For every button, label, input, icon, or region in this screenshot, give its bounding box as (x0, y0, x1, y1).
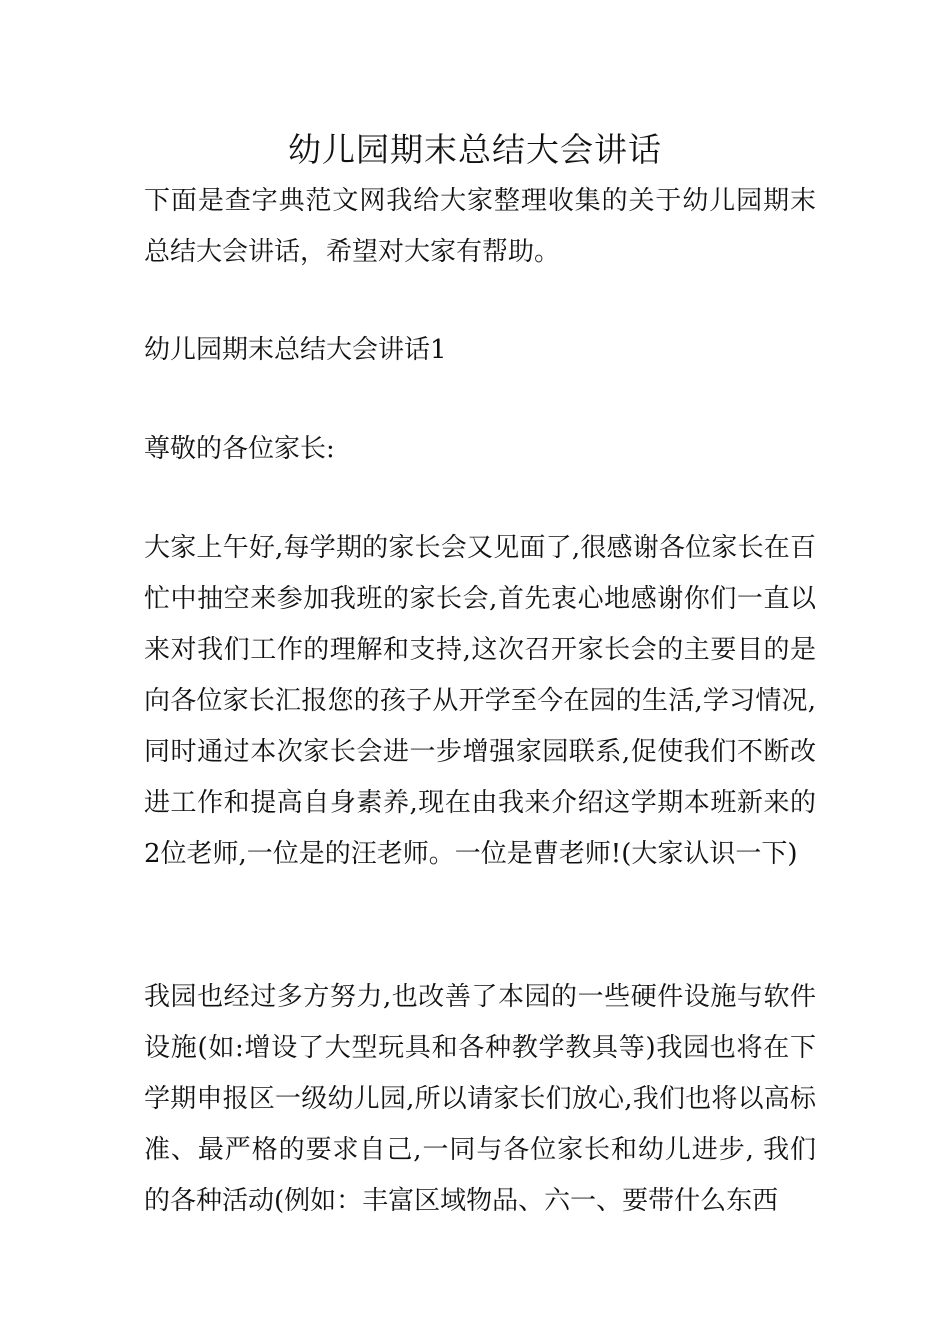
body-paragraph: 我园也经过多方努力,也改善了本园的一些硬件设施与软件设施(如:增设了大型玩具和各种教学教具等)我园也将在下学期申报区一级幼儿园,所以请家长们放心,我们也将以高标准、最严格的要求自己,一同与各位家长和幼儿进步, 我们的各种活动(例如：丰富区域物品、六一、要带什么东西 (144, 982, 816, 1216)
section-heading: 幼儿园期末总结大会讲话1 (144, 335, 447, 365)
salutation: 尊敬的各位家长: (144, 434, 335, 464)
body-paragraph: 大家上午好,每学期的家长会又见面了,很感谢各位家长在百忙中抽空来参加我班的家长会,首先衷心地感谢你们一直以来对我们工作的理解和支持,这次召开家长会的主要目的是向各位家长汇报您的孩子从开学至今在园的生活,学习情况,同时通过本次家长会进一步增强家园联系,促使我们不断改进工作和提高自身素养,现在由我来介绍这学期本班新来的2位老师,一位是的汪老师。一位是曹老师!(大家认识一下) (144, 533, 816, 869)
intro-paragraph: 下面是查字典范文网我给大家整理收集的关于幼儿园期末总结大会讲话，希望对大家有帮助。 (144, 186, 816, 267)
document-title: 幼儿园期末总结大会讲话 (288, 130, 662, 169)
